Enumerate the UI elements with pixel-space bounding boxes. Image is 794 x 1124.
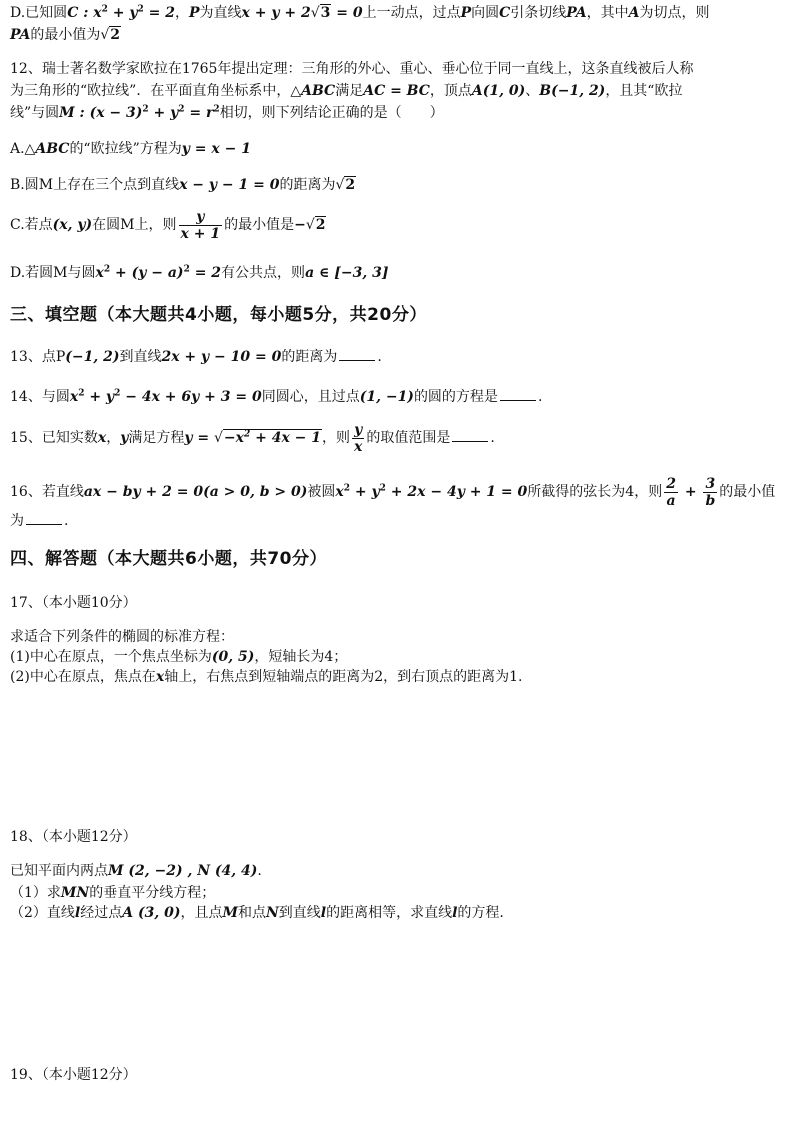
q18-heading: 18、（本小题12分） — [10, 829, 137, 845]
answer-blank — [452, 427, 488, 442]
math: = r — [184, 105, 214, 121]
text: 所截得的弦长为4，则 — [527, 484, 663, 500]
q17-part2 — [10, 666, 522, 688]
math: + y — [148, 105, 179, 121]
text: B.圆M上存在三个点到直线 — [10, 177, 180, 193]
text: ， — [174, 5, 189, 21]
text: 向圆 — [471, 5, 500, 21]
text: . — [490, 430, 495, 446]
math: x — [335, 484, 344, 500]
text: (1)中心在原点，一个焦点坐标为 — [10, 649, 212, 665]
text: 13、点P — [10, 349, 66, 365]
math: + 2x − 4y + 1 = 0 — [385, 484, 528, 500]
fraction: $\frac{y}{x}$ — [354, 421, 363, 455]
text: 为 — [10, 513, 24, 529]
math: PA — [566, 5, 587, 21]
q12-option-b — [10, 174, 356, 196]
math: l — [452, 905, 458, 921]
math: P — [188, 5, 200, 21]
q18-intro — [10, 860, 262, 882]
text: ，则 — [322, 430, 351, 446]
math: P — [460, 5, 472, 21]
math: (x, y) — [52, 217, 93, 233]
math: A (3, 0) — [122, 905, 181, 921]
answer-blank — [339, 346, 375, 361]
math: y = — [184, 430, 214, 446]
q17-intro: 求适合下列条件的椭圆的标准方程： — [10, 629, 234, 645]
q17-heading: 17、（本小题10分） — [10, 595, 137, 611]
q11-option-d-line1: D.已知圆C : $x^2 + y^2 = 2$，P为直线x + y + 2√3 = 0上一动点，过点P向圆C引条切线PA，其中A为切点，则 — [10, 2, 710, 24]
text: 满足 — [335, 83, 364, 99]
math: A — [628, 5, 640, 21]
math: 2x + y − 10 = 0 — [161, 349, 282, 365]
text: 15、已知实数 — [10, 430, 98, 446]
text: 的垂直平分线方程； — [89, 885, 216, 901]
sqrt-symbol: √2 — [100, 27, 121, 43]
math: (−1, 2) — [65, 349, 120, 365]
text: . — [377, 349, 382, 365]
text: 的距离为 — [279, 177, 336, 193]
q12-line1 — [10, 58, 693, 80]
text: 的圆的方程是 — [413, 389, 498, 405]
math: x — [69, 389, 79, 405]
q12-option-d: D.若圆M与圆$x^2 + (y - a)^2 = 2$有公共点，则a ∈ [−3, 3] — [10, 264, 389, 281]
q16-line1: 16、若直线ax − by + 2 = 0(a > 0, b > 0)被圆$x^2 + y^2 + 2x - 4y + 1 = 0$所截得的弦长为4，则 $\frac{2}{a}$ + $\frac{3}{b}$ 的最小值 — [10, 475, 776, 509]
text: ，短轴长为4； — [254, 649, 348, 665]
text: 的取值范围是 — [366, 430, 451, 446]
math: AC = BC — [363, 83, 430, 99]
math: C — [499, 5, 511, 21]
q12-line2 — [10, 80, 682, 102]
q12-option-a — [10, 138, 251, 160]
text: 有公共点，则 — [221, 265, 306, 281]
math: C : x — [67, 5, 102, 21]
math: x — [155, 669, 165, 685]
text: . — [257, 863, 262, 879]
q16-line2 — [10, 510, 68, 532]
text: 同圆心，且过点 — [261, 389, 360, 405]
text: 的方程. — [457, 905, 504, 921]
q17-part1 — [10, 646, 347, 668]
text: C.若点 — [10, 217, 53, 233]
text: ，其中 — [586, 5, 629, 21]
math: ABC — [35, 141, 70, 157]
text: 的最小值是 — [224, 217, 295, 233]
math: ABC — [301, 83, 336, 99]
math: + y — [107, 5, 138, 21]
math: PA — [10, 27, 31, 43]
text: D.若圆M与圆 — [10, 265, 96, 281]
math: + y — [84, 389, 115, 405]
math: l — [320, 905, 327, 921]
text: 、 — [525, 83, 540, 99]
text: 12、瑞士著名数学家欧拉在1765年提出定理：三角形的外心、重心、垂心位于同一直线上，这条直线被后人称 — [10, 61, 694, 77]
q19-heading: 19、（本小题12分） — [10, 1067, 137, 1083]
fraction: $\frac{2}{a}$ — [666, 475, 676, 509]
math: ax − by + 2 = 0(a > 0, b > 0) — [83, 484, 308, 500]
sqrt-symbol: √3 — [310, 5, 331, 21]
section-heading: 四、解答题（本大题共6小题，共70分） — [10, 549, 327, 569]
text: ，且点 — [180, 905, 223, 921]
text: ，顶点 — [429, 83, 472, 99]
math: (0, 5) — [211, 649, 255, 665]
answer-blank — [26, 510, 62, 525]
math: x − y − 1 = 0 — [179, 177, 280, 193]
q12-option-c — [10, 208, 326, 242]
math: A(1, 0) — [471, 83, 526, 99]
text: 到直线 — [119, 349, 162, 365]
sqrt-symbol: √2 — [305, 217, 326, 233]
math: x — [97, 430, 107, 446]
text: 满足方程 — [128, 430, 185, 446]
text: 的最小值为 — [30, 27, 101, 43]
math: (1, −1) — [359, 389, 414, 405]
text: . — [537, 389, 543, 405]
text: 14、与圆 — [10, 389, 70, 405]
text: 上一动点，过点 — [362, 5, 461, 21]
text: 的最小值 — [719, 484, 776, 500]
text: （2）直线 — [10, 905, 75, 921]
math: MN — [60, 885, 90, 901]
text: 的“欧拉线”方程为 — [69, 141, 182, 157]
math: x — [95, 265, 104, 281]
text: 在圆M上，则 — [92, 217, 177, 233]
section-heading: 三、填空题（本大题共4小题，每小题5分，共20分） — [10, 305, 427, 325]
math: M (2, −2) , N (4, 4) — [108, 863, 258, 879]
text: 为切点，则 — [639, 5, 710, 21]
text: ，且其“欧拉 — [605, 83, 683, 99]
text: 为直线 — [199, 5, 242, 21]
q15 — [10, 420, 495, 456]
text: 相切，则下列结论正确的是（ ） — [219, 105, 444, 121]
fraction: $\frac{3}{b}$ — [705, 475, 716, 509]
math: B(−1, 2) — [539, 83, 606, 99]
text: (2)中心在原点，焦点在 — [10, 669, 156, 685]
math: a ∈ [−3, 3] — [305, 265, 389, 281]
text: 的距离为 — [281, 349, 338, 365]
math: − — [294, 217, 306, 233]
text: . — [64, 513, 69, 529]
math: + — [679, 484, 702, 500]
math: M : (x − 3) — [59, 105, 143, 121]
fraction: $\frac{y}{x + 1}$ — [180, 208, 221, 242]
sqrt-symbol: √2 — [335, 177, 356, 193]
text: 经过点 — [80, 905, 123, 921]
text: 到直线 — [278, 905, 321, 921]
q14: 14、与圆$x^2 + y^2 - 4x + 6y + 3 = 0$同圆心，且过点(1, −1)的圆的方程是 . — [10, 386, 542, 408]
text: 为三角形的“欧拉线”．在平面直角坐标系中，△ — [10, 83, 302, 99]
math: − 4x + 6y + 3 = 0 — [120, 389, 262, 405]
math: N — [265, 905, 279, 921]
math: x + y + 2 — [241, 5, 311, 21]
text: 和点 — [237, 905, 266, 921]
math: y = x − 1 — [181, 141, 251, 157]
math: l — [74, 905, 81, 921]
text: 线”与圆 — [10, 105, 60, 121]
text: （1）求 — [10, 885, 61, 901]
q18-part2 — [10, 902, 504, 924]
q13 — [10, 346, 382, 368]
text: 的距离相等，求直线 — [326, 905, 453, 921]
math: = 2 — [143, 5, 175, 21]
text: A.△ — [10, 141, 36, 157]
math: = 2 — [189, 265, 222, 281]
math: + (y − a) — [110, 265, 184, 281]
text: D.已知圆 — [10, 5, 68, 21]
q11-option-d-line2 — [10, 24, 121, 46]
q18-part1 — [10, 882, 215, 904]
math: + y — [350, 484, 380, 500]
text: 引条切线 — [510, 5, 567, 21]
q12-line3: 线”与圆M : $(x - 3)^2 + y^2 = r^2$相切，则下列结论正确的是（ ） — [10, 104, 444, 121]
math: y — [120, 430, 129, 446]
answer-blank — [500, 386, 536, 401]
text: ， — [106, 430, 121, 446]
math: = 0 — [331, 5, 363, 21]
text: 16、若直线 — [10, 484, 84, 500]
math: M — [222, 905, 238, 921]
text: 被圆 — [307, 484, 336, 500]
sqrt-symbol: $√-x^2 + 4x - 1$ — [213, 429, 322, 446]
text: 已知平面内两点 — [10, 863, 108, 879]
text: 轴上，右焦点到短轴端点的距离为2，到右顶点的距离为1. — [164, 669, 523, 685]
